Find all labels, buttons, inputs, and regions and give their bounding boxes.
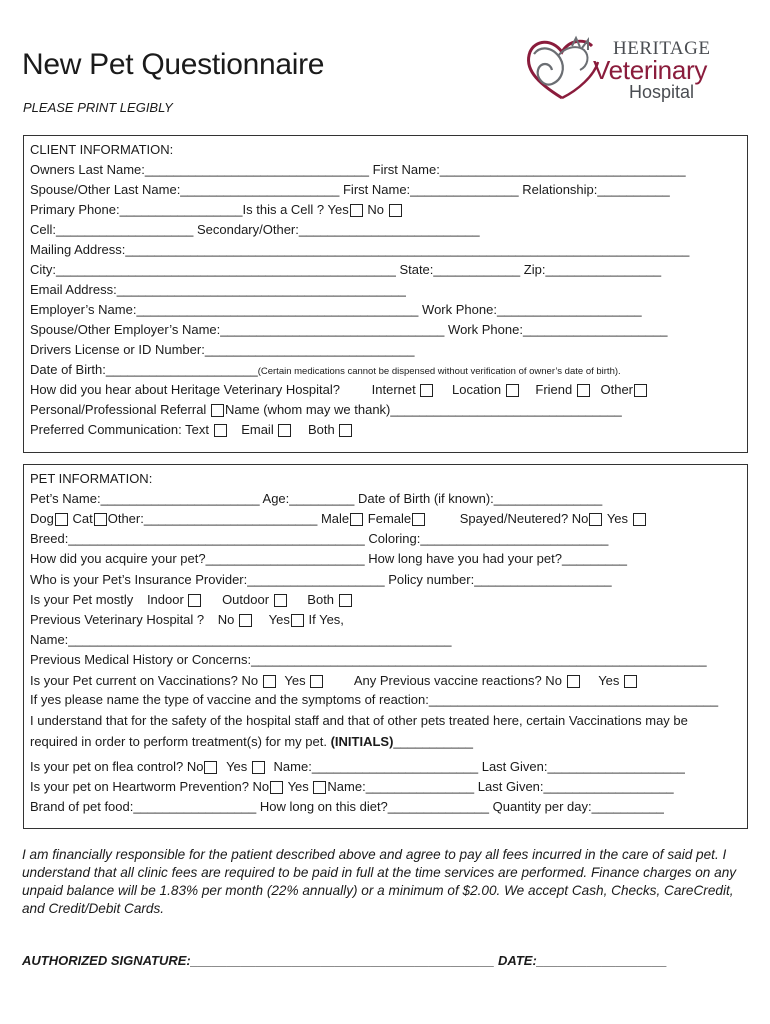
heartworm-row (30, 779, 674, 795)
heartworm-no-checkbox[interactable] (270, 781, 283, 794)
indoor-label: Indoor (146, 592, 184, 607)
previous-hospital-label: Previous Veterinary Hospital ? (30, 612, 205, 627)
previous-no-checkbox[interactable] (239, 614, 252, 627)
both-checkbox[interactable] (339, 424, 352, 437)
vaccinations-label: Is your Pet current on Vaccinations? No (30, 673, 259, 688)
preferred-communication-row (30, 422, 353, 438)
communication-text-label: Preferred Communication: Text (30, 422, 209, 437)
logo-veterinary-text: Veterinary (593, 55, 708, 85)
referral-name-field[interactable]: Name (whom may we thank)________________________________ (224, 402, 622, 417)
logo-hospital-text: Hospital (629, 82, 695, 102)
female-label: Female (367, 511, 412, 526)
other-checkbox[interactable] (634, 384, 647, 397)
authorized-signature-field[interactable]: AUTHORIZED SIGNATURE:__________________________________________ (22, 953, 495, 968)
date-of-birth-field[interactable]: Date of Birth:_____________________ (30, 362, 258, 377)
heartworm-yes-label: Yes (287, 779, 309, 794)
friend-checkbox[interactable] (577, 384, 590, 397)
dob-note: (Certain medications cannot be dispensed without verification of owner’s date of birth). (257, 366, 621, 377)
breed-coloring-field[interactable]: Breed:_________________________________________ Coloring:__________________________ (30, 531, 609, 546)
spouse-name-row (30, 182, 670, 198)
date-field[interactable]: DATE:__________________ (498, 953, 667, 968)
is-cell-no-checkbox[interactable] (389, 204, 402, 217)
spayed-no-checkbox[interactable] (589, 513, 602, 526)
date-of-birth-row (30, 362, 621, 380)
flea-product-field[interactable]: Name:_______________________ Last Given:___________________ (273, 759, 685, 774)
reactions-yes-label: Yes (598, 673, 620, 688)
pet-heading: PET INFORMATION: (30, 471, 153, 486)
previous-no-label: No (217, 612, 235, 627)
employer-name-field[interactable]: Employer’s Name:_______________________________________ (30, 302, 419, 317)
flea-no-checkbox[interactable] (204, 761, 217, 774)
zip-field[interactable]: Zip:________________ (523, 262, 662, 277)
spouse-first-name-field[interactable]: First Name:_______________ (342, 182, 519, 197)
spouse-employer-field[interactable]: Spouse/Other Employer’s Name:_______________________________ (30, 322, 445, 337)
heartworm-label: Is your pet on Heartworm Prevention? No (30, 779, 270, 794)
flea-yes-label: Yes (226, 759, 248, 774)
financial-responsibility-statement: I am financially responsible for the patient described above and agree to pay all fees incurred in the care of said pet. I understand that all clinic fees are required to be paid in full at the time services are performed. Finance charges on any unpaid balance will be 1.83% per month (22% annually) or a minimum of $2.00. We accept Cash, Checks, CareCredit, and Credit/Debit Cards. (22, 847, 737, 916)
referral-source-row (30, 382, 648, 398)
location-label: Location (451, 382, 502, 397)
heartworm-yes-checkbox[interactable] (313, 781, 326, 794)
location-checkbox[interactable] (506, 384, 519, 397)
is-cell-yes-checkbox[interactable] (350, 204, 363, 217)
owners-last-name-field[interactable]: Owners Last Name:_______________________________ (30, 162, 370, 177)
reactions-label: Any Previous vaccine reactions? No (353, 673, 562, 688)
reactions-yes-checkbox[interactable] (624, 675, 637, 688)
reactions-no-checkbox[interactable] (567, 675, 580, 688)
mostly-label: Is your Pet mostly (30, 592, 134, 607)
vaccination-policy-text-2: required in order to perform treatment(s) for my pet. (30, 734, 327, 749)
hospital-logo (522, 32, 732, 104)
spouse-employer-row (30, 322, 668, 338)
print-instruction: PLEASE PRINT LEGIBLY (23, 100, 173, 115)
referral-label: Personal/Professional Referral (30, 402, 207, 417)
is-cell-no-label: No (367, 202, 384, 217)
female-checkbox[interactable] (412, 513, 425, 526)
state-field[interactable]: State:____________ (399, 262, 521, 277)
acquire-field[interactable]: How did you acquire your pet?______________________ How long have you had your pet?_________ (30, 551, 628, 566)
male-checkbox[interactable] (350, 513, 363, 526)
communication-both-label: Both (307, 422, 335, 437)
referral-checkbox[interactable] (211, 404, 224, 417)
work-phone-field[interactable]: Work Phone:____________________ (422, 302, 642, 317)
indoor-outdoor-row (30, 592, 353, 608)
employer-row (30, 302, 642, 318)
city-state-zip-row (30, 262, 661, 278)
client-heading: CLIENT INFORMATION: (30, 142, 174, 157)
pet-food-field[interactable]: Brand of pet food:_________________ How long on this diet?______________ Quantity per day:__________ (30, 799, 664, 814)
primary-phone-field[interactable]: Primary Phone:_________________Is this a Cell ? Yes (30, 202, 349, 217)
heartworm-product-field[interactable]: Name:_______________ Last Given:__________________ (327, 779, 674, 794)
dog-label: Dog (30, 511, 54, 526)
flea-label: Is your pet on flea control? No (30, 759, 204, 774)
reaction-detail-field[interactable]: If yes please name the type of vaccine and the symptoms of reaction:________________________________________ (30, 692, 719, 707)
species-sex-row (30, 511, 647, 527)
previous-hospital-name-field[interactable]: Name:_____________________________________________________ (30, 632, 452, 647)
cat-checkbox[interactable] (94, 513, 107, 526)
relationship-field[interactable]: Relationship:__________ (522, 182, 670, 197)
vaccinations-yes-checkbox[interactable] (310, 675, 323, 688)
owners-name-row (30, 162, 686, 178)
mostly-both-checkbox[interactable] (339, 594, 352, 607)
initials-label: (INITIALS) (330, 734, 394, 749)
internet-checkbox[interactable] (420, 384, 433, 397)
previous-yes-label: Yes (268, 612, 290, 627)
friend-label: Friend (535, 382, 573, 397)
professional-referral-row (30, 402, 622, 418)
text-checkbox[interactable] (214, 424, 227, 437)
outdoor-label: Outdoor (222, 592, 270, 607)
vaccinations-yes-label: Yes (284, 673, 306, 688)
owners-first-name-field[interactable]: First Name:__________________________________ (372, 162, 686, 177)
flea-yes-checkbox[interactable] (252, 761, 265, 774)
signature-row (22, 953, 667, 968)
previous-yes-checkbox[interactable] (291, 614, 304, 627)
vaccination-policy-text: I understand that for the safety of the hospital staff and that of other pets treated here, certain Vaccinations may be (30, 713, 688, 728)
other-label: Other (600, 382, 634, 397)
other-species-male-field[interactable]: Other:________________________ Male (107, 511, 350, 526)
license-id-field[interactable]: Drivers License or ID Number:_____________________________ (30, 342, 415, 357)
heard-about-label: How did you hear about Heritage Veterinary Hospital? (30, 382, 341, 397)
initials-row (30, 734, 473, 750)
outdoor-checkbox[interactable] (274, 594, 287, 607)
mailing-address-field[interactable]: Mailing Address:______________________________________________________________________________ (30, 242, 690, 257)
logo-heritage-text: HERITAGE (613, 38, 711, 59)
vaccinations-no-checkbox[interactable] (263, 675, 276, 688)
indoor-checkbox[interactable] (188, 594, 201, 607)
both-label: Both (307, 592, 335, 607)
spayed-label: Spayed/Neutered? No (459, 511, 589, 526)
dog-checkbox[interactable] (55, 513, 68, 526)
spayed-yes-checkbox[interactable] (633, 513, 646, 526)
spouse-work-phone-field[interactable]: Work Phone:____________________ (448, 322, 668, 337)
email-address-field[interactable]: Email Address:________________________________________ (30, 282, 406, 297)
previous-hospital-row (30, 612, 344, 628)
medical-history-field[interactable]: Previous Medical History or Concerns:_______________________________________________________________ (30, 652, 707, 667)
cell-field[interactable]: Cell:___________________ Secondary/Other:_________________________ (30, 222, 480, 237)
cat-label: Cat (72, 511, 93, 526)
if-yes-label: If Yes, (308, 612, 344, 627)
pet-name-age-dob-field[interactable]: Pet’s Name:______________________ Age:_________ Date of Birth (if known):_______________ (30, 491, 603, 506)
insurance-field[interactable]: Who is your Pet’s Insurance Provider:___________________ Policy number:___________________ (30, 572, 612, 587)
spayed-yes-label: Yes (606, 511, 629, 526)
email-checkbox[interactable] (278, 424, 291, 437)
primary-phone-row (30, 202, 403, 218)
internet-label: Internet (371, 382, 416, 397)
vaccinations-row (30, 673, 638, 689)
initials-field[interactable]: ___________ (393, 734, 473, 749)
page-title: New Pet Questionnaire (22, 48, 325, 81)
spouse-last-name-field[interactable]: Spouse/Other Last Name:______________________ (30, 182, 340, 197)
flea-control-row (30, 759, 685, 775)
communication-email-label: Email (241, 422, 274, 437)
city-field[interactable]: City:_______________________________________________ (30, 262, 396, 277)
